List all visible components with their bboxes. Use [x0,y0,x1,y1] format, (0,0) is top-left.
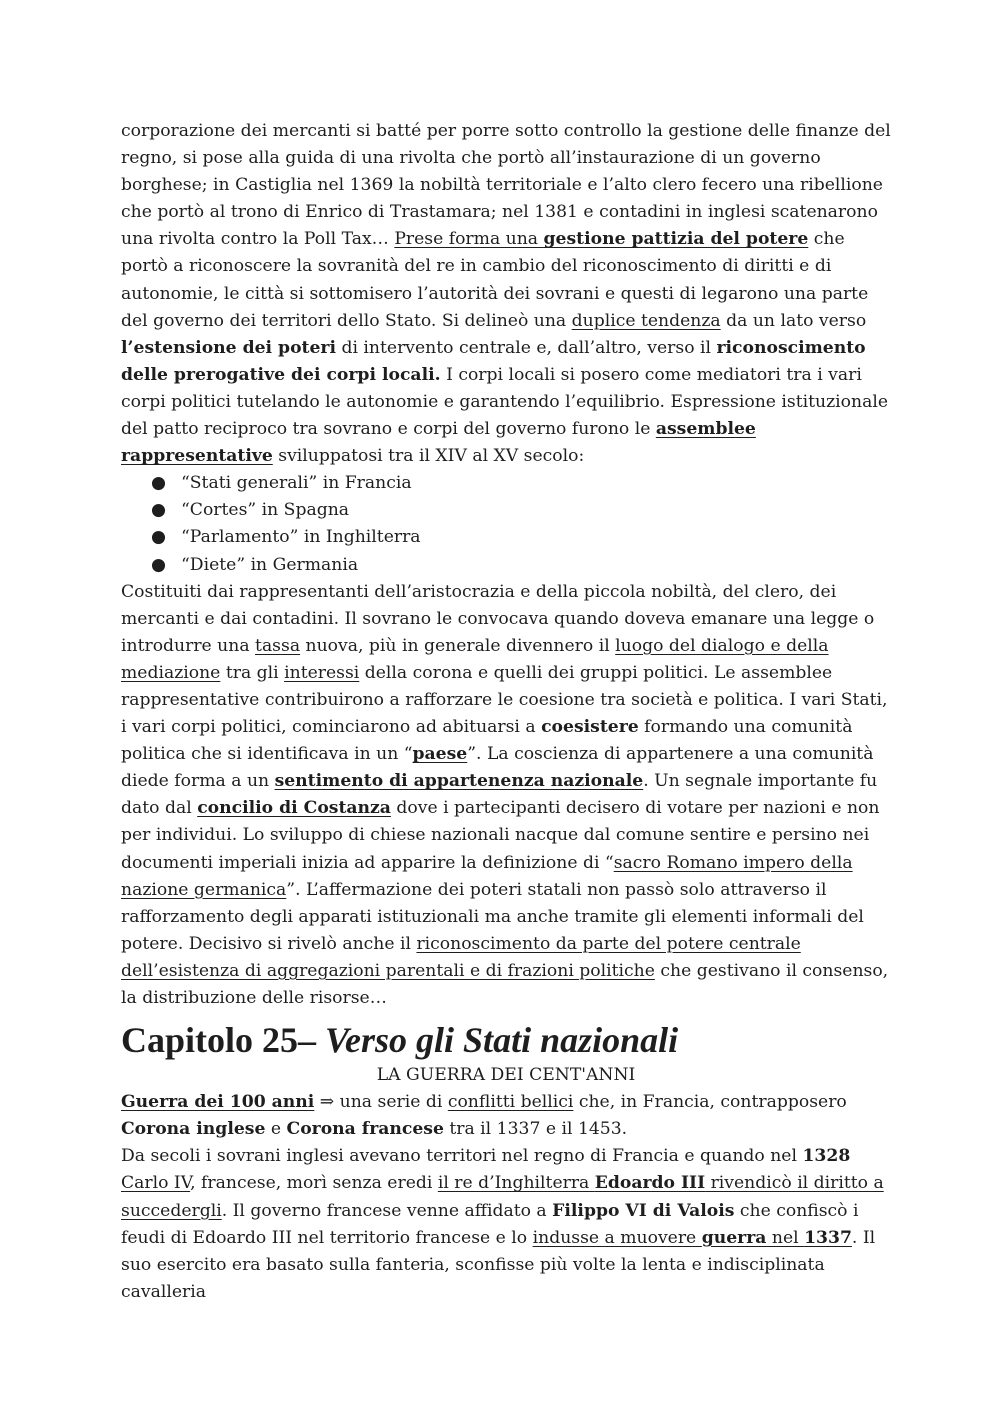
text-span: tra il 1337 e il 1453. [443,1119,628,1140]
bold-underlined-text: sentimento di appartenenza nazionale [274,771,644,792]
text-span: dove i partecipanti decisero di votare per nazioni e non per individui. Lo sviluppo di chiese nazionali nacque dal comune sentire e persino nei documenti imperiali inizia ad apparire la definizione di “ [121,798,880,873]
bold-underlined-text: concilio di Costanza [197,798,391,819]
text-span: ”. La coscienza di appartenere a una comunità diede forma a un [121,744,874,792]
underlined-text: il re d’Inghilterra [437,1173,595,1194]
paragraph-coesione [121,579,891,1013]
text-span: di intervento centrale e, dall’altro, verso il [336,337,717,358]
underlined-text: duplice tendenza [571,310,721,331]
text-span: e [265,1119,287,1140]
bold-underlined-text: 1337 [804,1227,852,1248]
bold-underlined-text: Edoardo III [594,1173,706,1194]
list-item [121,524,891,551]
text-span: ⇒ una serie di [314,1092,448,1113]
underlined-text: interessi [284,662,360,683]
text-span: sviluppatosi tra il XIV al XV secolo: [272,446,585,467]
text-span: che gestivano il consenso, la distribuzione delle risorse… [121,960,889,1008]
list-item-text: “Cortes” in Spagna [181,500,350,521]
list-item-text: “Diete” in Germania [181,554,359,575]
underlined-text: tassa [255,635,301,656]
underlined-text: indusse a muovere [532,1227,702,1248]
text-span: nuova, più in generale divennero il [300,635,616,656]
bold-text: Filippo VI di Valois [552,1200,735,1221]
text-span: . Un segnale importante fu dato dal [121,771,878,819]
bold-text: Corona inglese [121,1119,266,1140]
text-span: corporazione dei mercanti si batté per porre sotto controllo la gestione delle finanze del regno, si pose alla guida di una rivolta che portò all’instaurazione di un governo borghese; in Castiglia nel 1369 la nobiltà territoriale e l’alto clero fecero una ribellione che portò al trono di Enrico di Trastamara; nel 1381 e contadini in inglesi scatenarono una rivolta contro la Poll Tax… [121,121,891,250]
paragraph-guerra-cause [121,1143,891,1306]
bold-text: Corona francese [286,1119,444,1140]
bold-underlined-text: paese [412,744,468,765]
underlined-text: sacro Romano impero della nazione germanica [121,852,853,900]
bold-text: l’estensione dei poteri [121,337,336,358]
section-title: LA GUERRA DEI CENT'ANNI [376,1065,636,1086]
chapter-number: Capitolo 25– [121,1020,326,1061]
bold-underlined-text: assemblee rappresentative [121,419,756,467]
list-item-text: “Parlamento” in Inghilterra [181,527,421,548]
bold-underlined-text: guerra [701,1227,767,1248]
bullet-icon: ● [151,473,166,494]
list-item [121,470,891,497]
underlined-text: rivendicò il diritto a succedergli [121,1173,884,1221]
underlined-text: nel [766,1227,805,1248]
underlined-text: luogo del dialogo e della mediazione [121,635,829,683]
text-span: ”. L’affermazione dei poteri statali non passò solo attraverso il rafforzamento degli apparati istituzionali ma anche tramite gli elementi informali del potere. Decisivo si rivelò anche il [121,879,864,954]
document-page [121,118,891,1306]
underlined-text: conflitti bellici [447,1092,574,1113]
text-span: che, in Francia, contrapposero [573,1092,847,1113]
bullet-icon: ● [151,554,166,575]
paragraph-assemblee [121,118,891,470]
list-item [121,552,891,579]
text-span: Costituiti dai rappresentanti dell’aristocrazia e della piccola nobiltà, del clero, dei mercanti e dai contadini. Il sovrano le convocava quando doveva emanare una legge o introdurre una [121,581,875,656]
bold-text: 1328 [802,1146,851,1167]
bold-underlined-text: Guerra dei 100 anni [121,1092,315,1113]
text-span: , francese, morì senza eredi [190,1173,438,1194]
chapter-title: Verso gli Stati nazionali [325,1020,679,1061]
text-span: da un lato verso [720,310,867,331]
text-span: della corona e quelli dei gruppi politici. Le assemblee rappresentative contribuirono a rafforzare le coesione tra società e politica. I vari Stati, i vari corpi politici, cominciarono ad abituarsi a [121,662,888,738]
text-span: . Il suo esercito era basato sulla fanteria, sconfisse più volte la lenta e indisciplinata cavalleria [121,1227,876,1302]
bullet-icon: ● [151,527,166,548]
bold-underlined-text: gestione pattizia del potere [543,229,809,250]
underlined-text: Prese forma una [394,229,544,250]
text-span: che confiscò i feudi di Edoardo III nel territorio francese e lo [121,1200,859,1248]
bullet-icon: ● [151,500,166,521]
list-item-text: “Stati generali” in Francia [181,473,412,494]
text-span: tra gli [220,662,285,683]
assemblies-list [121,470,891,578]
text-span: che portò a riconoscere la sovranità del re in cambio del riconoscimento di diritti e di autonomie, le città si sottomisero l’autorità dei sovrani e questi di legarono una parte del governo dei territori dello Stato. Si delineò una [121,229,869,331]
underlined-text: Carlo IV [121,1173,191,1194]
text-span: I corpi locali si posero come mediatori tra i vari corpi politici tutelando le autonomie e garantendo l’equilibrio. Espressione istituzionale del patto reciproco tra sovrano e corpi del governo furono le [121,364,889,440]
chapter-heading [121,1018,891,1062]
list-item [121,497,891,524]
text-span: Da secoli i sovrani inglesi avevano territori nel regno di Francia e quando nel [121,1146,803,1167]
underlined-text: riconoscimento da parte del potere centrale dell’esistenza di aggregazioni parentali e di frazioni politiche [121,933,801,981]
paragraph-guerra-definizione [121,1089,891,1143]
bold-text: coesistere [541,717,639,738]
text-span: . Il governo francese venne affidato a [221,1200,553,1221]
bold-text: riconoscimento delle prerogative dei corpi locali. [121,337,866,385]
text-span: formando una comunità politica che si identificava in un “ [121,717,853,765]
